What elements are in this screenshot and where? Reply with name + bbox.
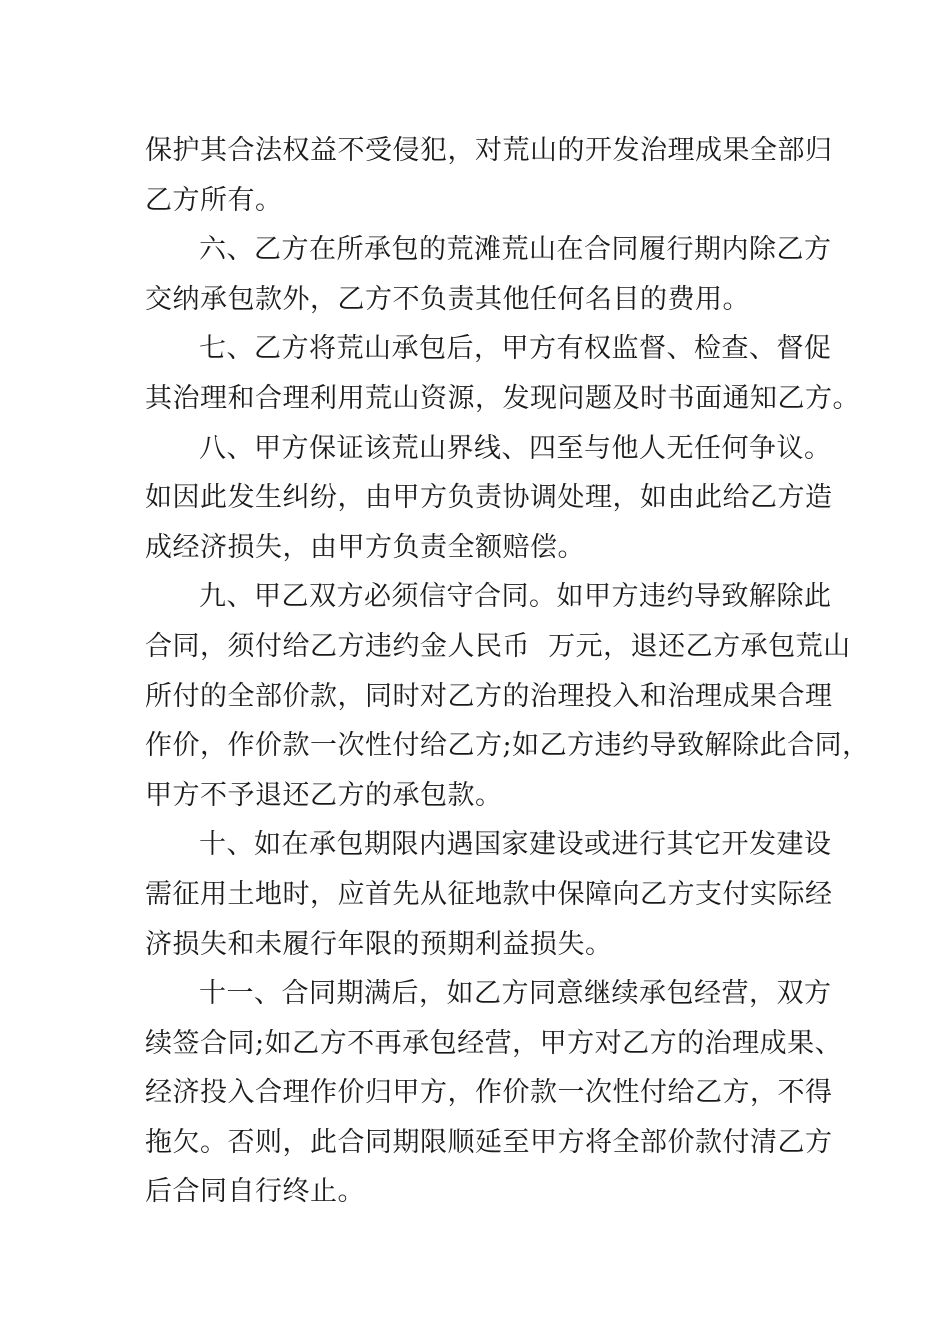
text-line: 济损失和未履行年限的预期利益损失。 (145, 928, 613, 960)
paragraph-first-line: 十一、合同期满后，如乙方同意继续承包经营，双方 (199, 978, 832, 1010)
text-line: 如因此发生纠纷，由甲方负责协调处理，如由此给乙方造 (145, 482, 833, 514)
text-line: 后合同自行终止。 (145, 1176, 365, 1208)
text-line: 需征用土地时，应首先从征地款中保障向乙方支付实际经 (145, 878, 833, 910)
text-line: 成经济损失，由甲方负责全额赔偿。 (145, 531, 585, 563)
text-line: 其治理和合理利用荒山资源，发现问题及时书面通知乙方。 (145, 382, 860, 414)
paragraph-first-line: 七、乙方将荒山承包后，甲方有权监督、检查、督促 (199, 333, 832, 365)
paragraph-first-line: 十、如在承包期限内遇国家建设或进行其它开发建设 (199, 829, 832, 861)
contract-text-body (145, 126, 870, 1217)
text-line: 甲方不予退还乙方的承包款。 (145, 779, 503, 811)
text-line: 合同，须付给乙方违约金人民币 万元，退还乙方承包荒山 (145, 630, 851, 662)
paragraph-first-line: 八、甲方保证该荒山界线、四至与他人无任何争议。 (199, 432, 832, 464)
text-line: 保护其合法权益不受侵犯，对荒山的开发治理成果全部归 (145, 135, 833, 166)
text-line: 续签合同;如乙方不再承包经营，甲方对乙方的治理成果、 (145, 1027, 843, 1059)
paragraph-first-line: 六、乙方在所承包的荒滩荒山在合同履行期内除乙方 (199, 234, 832, 266)
text-line: 乙方所有。 (145, 184, 283, 216)
text-line: 作价，作价款一次性付给乙方;如乙方违约导致解除此合同， (145, 730, 870, 762)
text-line: 经济投入合理作价归甲方，作价款一次性付给乙方，不得 (145, 1077, 833, 1109)
text-line: 所付的全部价款，同时对乙方的治理投入和治理成果合理 (145, 680, 833, 712)
text-line: 拖欠。否则，此合同期限顺延至甲方将全部价款付清乙方 (145, 1126, 833, 1158)
paragraph-first-line: 九、甲乙双方必须信守合同。如甲方违约导致解除此 (199, 581, 832, 613)
text-line: 交纳承包款外，乙方不负责其他任何名目的费用。 (145, 283, 750, 315)
